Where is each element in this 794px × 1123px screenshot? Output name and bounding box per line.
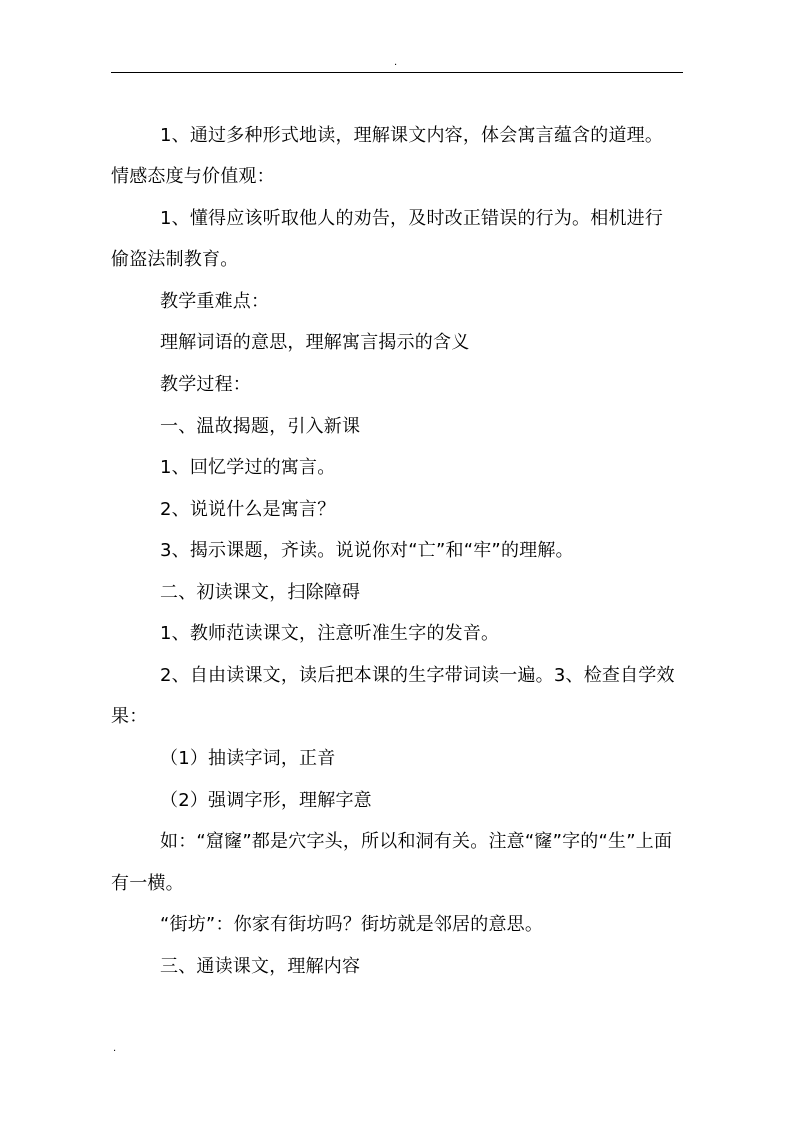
paragraph-line: 有一横。: [111, 873, 184, 894]
header-rule: [111, 72, 683, 73]
paragraph-line: 1、通过多种形式地读，理解课文内容，体会寓言蕴含的道理。: [160, 125, 664, 146]
paragraph-line: “街坊”：你家有街坊吗？街坊就是邻居的意思。: [160, 914, 544, 935]
list-item: 2、说说什么是寓言？: [160, 499, 336, 520]
footer-mark: .: [113, 1043, 117, 1054]
header-mark: .: [394, 57, 398, 68]
section-heading: 二、初读课文，扫除障碍: [160, 582, 361, 603]
list-item: 3、揭示课题，齐读。说说你对“亡”和“牢”的理解。: [160, 540, 574, 561]
sub-item: （2）强调字形，理解字意: [160, 790, 372, 811]
paragraph-line: 理解词语的意思，理解寓言揭示的含义: [160, 332, 470, 353]
paragraph-line: 如：“窟窿”都是穴字头，所以和洞有关。注意“窿”字的“生”上面: [160, 831, 673, 852]
list-item: 1、教师范读课文，注意听准生字的发音。: [160, 623, 500, 644]
paragraph-line: 偷盗法制教育。: [111, 249, 239, 270]
list-item: 果：: [111, 706, 148, 727]
list-item: 1、回忆学过的寓言。: [160, 457, 336, 478]
paragraph-line: 1、懂得应该听取他人的劝告，及时改正错误的行为。相机进行: [160, 208, 664, 229]
sub-item: （1）抽读字词，正音: [160, 748, 336, 769]
section-heading: 教学重难点：: [160, 291, 270, 312]
section-heading: 三、通读课文，理解内容: [160, 956, 361, 977]
section-heading: 一、温故揭题，引入新课: [160, 416, 361, 437]
section-heading: 教学过程：: [160, 374, 251, 395]
list-item: 2、自由读课文，读后把本课的生字带词读一遍。3、检查自学效: [160, 665, 675, 686]
paragraph-line: 情感态度与价值观：: [111, 166, 275, 187]
